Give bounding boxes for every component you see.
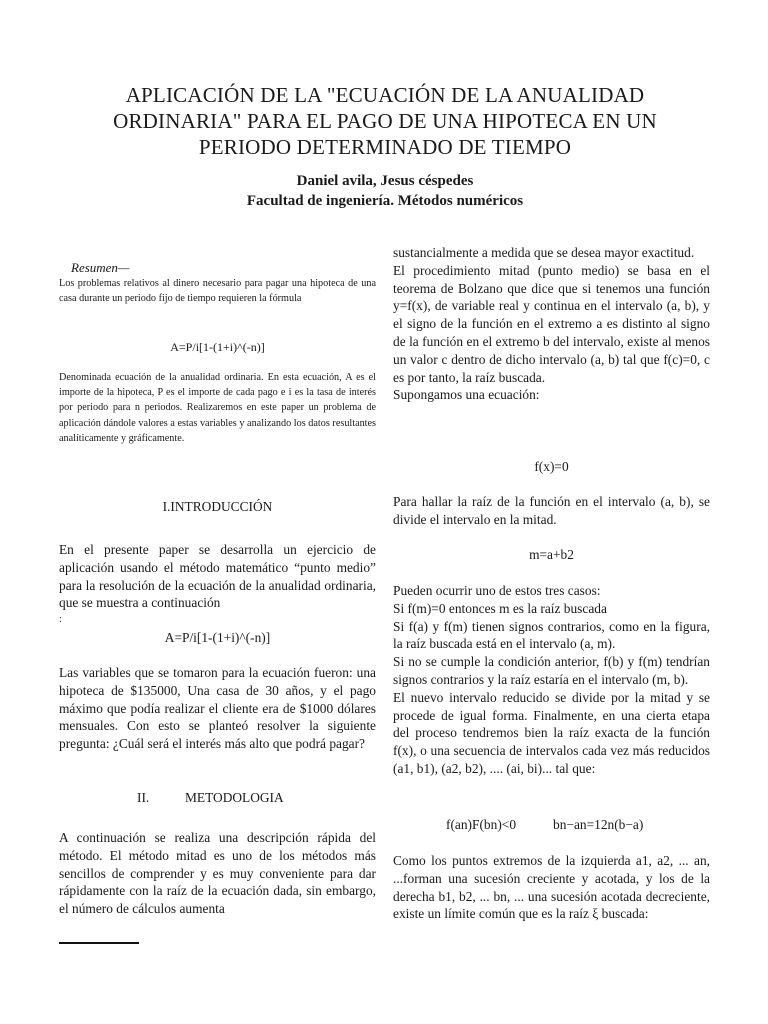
- case-item: Si f(a) y f(m) tienen signos contrarios, como en la figura, la raíz buscada está en el intervalo (a, m).: [393, 618, 710, 652]
- case-item: Si f(m)=0 entonces m es la raíz buscada: [393, 600, 607, 616]
- paragraph: El nuevo intervalo reducido se divide por la mitad y se procede de igual forma. Finalmente, en una cierta etapa del proceso tendremos bien la raíz exacta de la función f(x), o una secuencia de intervalos cada vez más reducidos (a1, b1), (a2, b2), .... (ai, bi)... tal que:: [393, 689, 710, 776]
- paragraph: Para hallar la raíz de la función en el intervalo (a, b), se divide el intervalo en la mitad.: [393, 494, 710, 527]
- paragraph: Pueden ocurrir uno de estos tres casos:: [393, 583, 601, 598]
- right-column-text: [393, 244, 710, 404]
- equation-part: bn−an=12n(b−a): [553, 817, 644, 832]
- title-line: ORDINARIA" PARA EL PAGO DE UNA HIPOTECA EN UN: [113, 109, 657, 133]
- paragraph: Como los puntos extremos de la izquierda a1, a2, ... an, ...forman una sucesión creciente y acotada, y los de la derecha b1, b2, ... bn, ... una sucesión acotada decreciente, existe un límite común que es la raíz ξ buscada:: [393, 853, 710, 922]
- abstract-formula: A=P/i[1-(1+i)^(-n)]: [170, 340, 265, 354]
- title-line: APLICACIÓN DE LA "ECUACIÓN DE LA ANUALIDAD: [125, 83, 645, 107]
- abstract-text: [59, 276, 376, 306]
- title-line: PERIODO DETERMINADO DE TIEMPO: [198, 135, 572, 159]
- paper-title: [60, 82, 710, 160]
- paragraph: sustancialmente a medida que se desea mayor exactitud.: [393, 245, 695, 260]
- equation-fx: f(x)=0: [534, 459, 569, 474]
- equation-midpoint: m=a+b2: [529, 547, 574, 562]
- intro-formula: A=P/i[1-(1+i)^(-n)]: [164, 630, 271, 645]
- intro-colon: :: [59, 614, 62, 625]
- intro-paragraph-2: Las variables que se tomaron para la ecuación fueron: una hipoteca de $135000, Una casa de 30 años, y el pago máximo que podía realizar el cliente era de $1000 dólares mensuales. Con esto se planteó resolver la siguiente pregunta: ¿Cuál será el interés más alto que podrá pagar?: [59, 665, 376, 752]
- footnote-rule: [59, 942, 139, 944]
- cases-block: [393, 582, 710, 778]
- intro-paragraph: En el presente paper se desarrolla un ejercicio de aplicación usando el método matemático “punto medio” para la resolución de la ecuación de la anualidad ordinaria, que se muestra a continuación: [59, 542, 376, 611]
- section-heading-introduction: I.INTRODUCCIÓN: [162, 499, 273, 514]
- abstract-heading: Resumen—: [71, 260, 130, 275]
- method-paragraph: A continuación se realiza una descripción rápida del método. El método mitad es uno de los métodos más sencillos de comprender y es muy conveniente para dar rápidamente con la raíz de la ecuación dada, sin embargo, el número de cálculos aumenta: [59, 830, 376, 917]
- abstract-paragraph: Denominada ecuación de la anualidad ordinaria. En esta ecuación, A es el importe de la hipoteca, P es el importe de cada pago e i es la tasa de interés por periodo para n periodos. Realizaremos en este paper un problema de aplicación dándole valores a estas variables y analizando los datos resultantes analíticamente y gráficamente.: [59, 372, 376, 444]
- section-number: II.: [137, 790, 150, 805]
- paragraph: El procedimiento mitad (punto medio) se basa en el teorema de Bolzano que dice que si tenemos una función y=f(x), de variable real y continua en el intervalo (a, b), y el signo de la función en el extremo a es distinto al signo de la función en el extremo b del intervalo, existe al menos un valor c dentro de dicho intervalo (a, b) tal que f(c)=0, c es por tanto, la raíz buscada.: [393, 262, 710, 385]
- affiliation: Facultad de ingeniería. Métodos numéricos: [246, 193, 524, 209]
- author-block: [60, 171, 710, 211]
- abstract-text-2: [59, 370, 376, 446]
- section-title: METODOLOGIA: [185, 790, 284, 805]
- author-names: Daniel avila, Jesus céspedes: [296, 173, 474, 189]
- paragraph: Supongamos una ecuación:: [393, 387, 540, 403]
- equation-part: f(an)F(bn)<0: [446, 817, 517, 832]
- case-item: Si no se cumple la condición anterior, f(b) y f(m) tendrían signos contrarios y la raíz estaría en el intervalo (m, b).: [393, 654, 710, 687]
- abstract-paragraph: Los problemas relativos al dinero necesario para pagar una hipoteca de una casa durante un periodo fijo de tiempo requieren la fórmula: [59, 278, 376, 305]
